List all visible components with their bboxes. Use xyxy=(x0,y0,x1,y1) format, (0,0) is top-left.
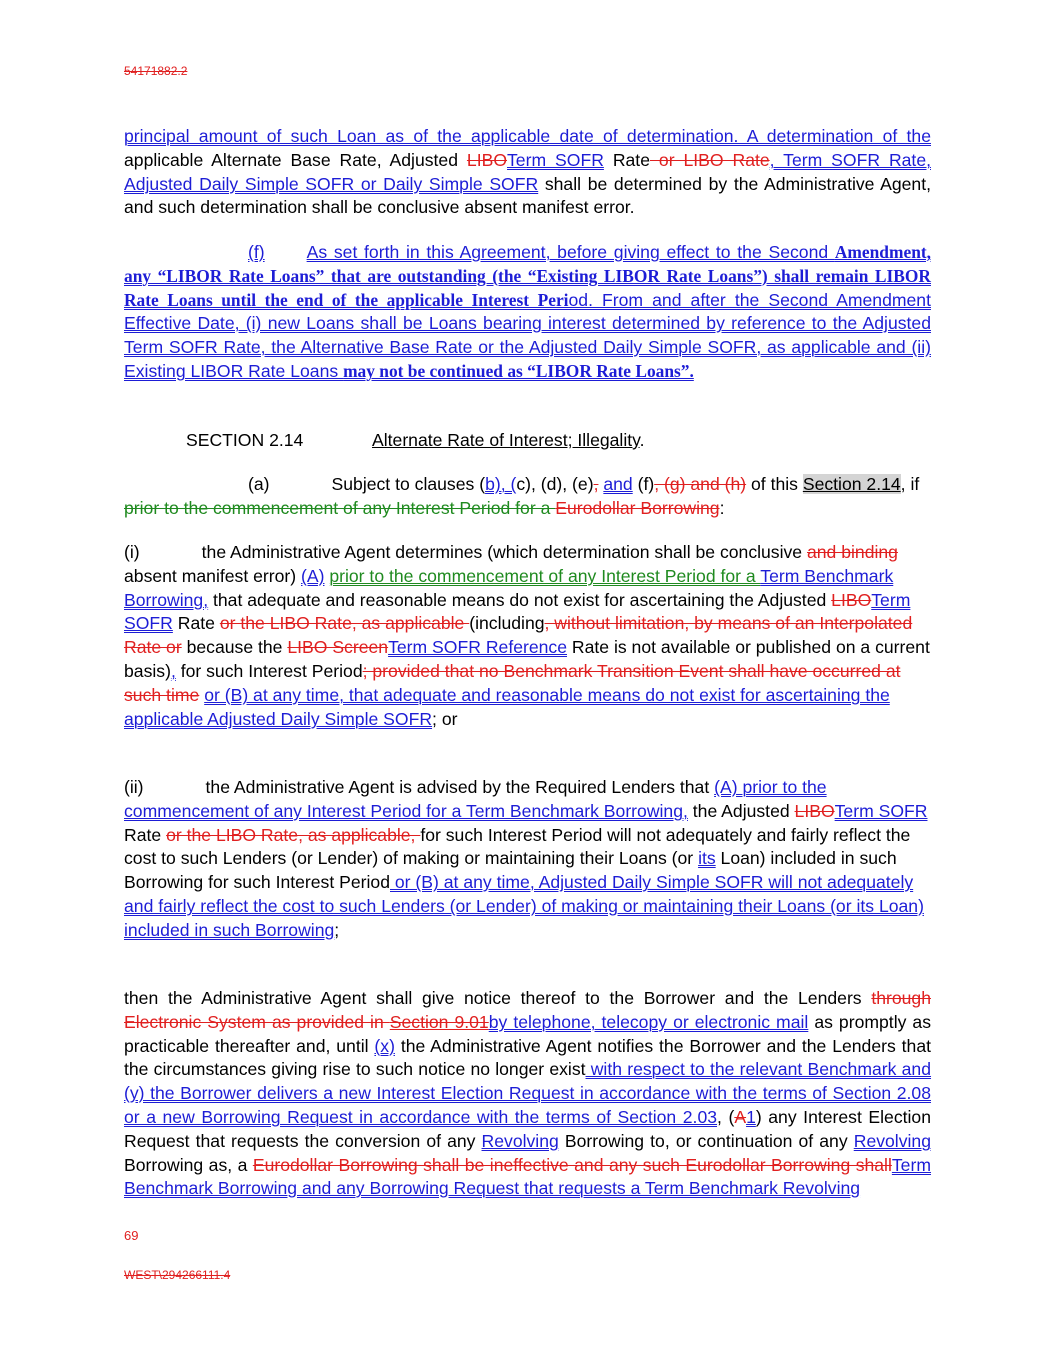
paragraph-a xyxy=(124,473,931,521)
paragraph-f xyxy=(124,241,931,384)
inserted-text: , xyxy=(170,660,176,681)
deleted-text: Section 9.01 xyxy=(389,1011,489,1032)
section-title-end: . xyxy=(639,430,645,450)
body-text: Rate is not available or published on a current basis) xyxy=(124,637,930,681)
body-text: then the Administrative Agent shall give notice thereof to the Borrower and the Lenders xyxy=(124,988,872,1008)
deleted-text: A xyxy=(734,1106,747,1127)
footer-doc-id: WEST\294266111.4 xyxy=(124,1268,231,1282)
body-text: Borrowing as, a xyxy=(124,1154,253,1175)
inserted-text: od. From and after the Second Amendment Effective Date, (i) new Loans shall be Loans bearing interest determined by reference to the Adjusted Term SOFR Rate, the Alternative Base Rate or the Adjusted Daily Simple SOFR, as applicable and (ii) Existing LIBOR Rate Loans xyxy=(124,289,931,381)
page-number: 69 xyxy=(124,1228,139,1243)
inserted-text: Amendment, any “LIBOR Rate Loans” that are outstanding (the “Existing LIBOR Rate Loans”) shall remain LIBOR Rate Loans until the end of the applicable Interest Peri xyxy=(124,242,931,310)
body-text: ; or xyxy=(432,708,458,729)
inserted-text: Term SOFR xyxy=(834,800,928,821)
body-text: , if xyxy=(900,474,920,494)
paragraph-intro xyxy=(124,125,931,220)
paragraph-then xyxy=(124,987,931,1201)
deleted-text: Eurodollar Borrowing shall be ineffective and any such Eurodollar Borrowing shall xyxy=(252,1154,892,1175)
inserted-text: by telephone, telecopy or electronic mail xyxy=(488,1011,809,1032)
section-number: SECTION 2.14 xyxy=(186,430,304,450)
moved-from-text: prior to the commencement of any Interest Period for a xyxy=(124,497,556,518)
inserted-text: b), ( xyxy=(485,474,517,494)
inserted-text: Term Benchmark Borrowing and any Borrowing Request that requests a Term Benchmark Revolving xyxy=(124,1154,931,1199)
inserted-text: (A) xyxy=(301,565,325,586)
body-text: c), (d), (e) xyxy=(516,474,594,494)
body-text: the Administrative Agent determines (which determination shall be conclusive xyxy=(201,542,807,562)
inserted-text: Term SOFR Reference xyxy=(388,637,567,658)
inserted-text: and xyxy=(603,474,633,494)
body-text: the Administrative Agent notifies the Borrower and the Lenders that the circumstances giving rise to such notice no longer exist xyxy=(124,1035,931,1080)
body-text: of this xyxy=(746,474,803,494)
body-text: : xyxy=(719,497,725,518)
section-heading xyxy=(124,429,931,453)
body-text: Borrowing to, or continuation of any xyxy=(558,1130,854,1151)
clause-label: (f) xyxy=(248,242,265,262)
inserted-text: 1 xyxy=(746,1106,756,1127)
body-text: (including xyxy=(469,613,545,634)
section-title: Alternate Rate of Interest; Illegality xyxy=(372,430,640,450)
deleted-text: , without limitation, by means of an Interpolated Rate or xyxy=(124,613,913,658)
body-text: the Administrative Agent is advised by the Required Lenders that xyxy=(205,777,715,797)
inserted-text: principal amount of such Loan as of the applicable date of determination. A determination of the xyxy=(124,126,931,146)
inserted-text: Revolving xyxy=(481,1130,559,1151)
clause-label: (i) xyxy=(124,542,140,562)
inserted-text: (A) prior to the commencement of any Interest Period for a Term Benchmark Borrowing, xyxy=(124,777,827,821)
deleted-text: Eurodollar Borrowing xyxy=(555,497,720,518)
inserted-text: Revolving xyxy=(853,1130,931,1151)
body-text: Loan) included in such Borrowing for such Interest Period xyxy=(124,848,897,893)
inserted-text: or (B) at any time, Adjusted Daily Simple SOFR will not adequately and fairly reflect the cost to such Lenders (or Lender) of making or maintaining their Loans (or its Loan) included in such Borrowing xyxy=(124,872,924,940)
deleted-text: LIBO xyxy=(794,800,835,821)
body-text: as promptly as practicable thereafter and, until xyxy=(124,1011,931,1056)
body-text: the Adjusted xyxy=(687,800,795,821)
inserted-text: Term Benchmark Borrowing, xyxy=(124,565,894,610)
paragraph-ii xyxy=(124,776,931,943)
body-text: for such Interest Period xyxy=(175,660,363,681)
header-doc-id: 54171882.2 xyxy=(124,64,188,78)
body-text: for such Interest Period will not adequately and fairly reflect the cost to such Lenders (or Lender) of making or maintaining their Loans (or xyxy=(124,824,911,869)
deleted-text: , xyxy=(593,474,599,494)
section-reference[interactable]: Section 2.14 xyxy=(802,474,901,494)
inserted-text: As set forth in this Agreement, before giving effect to the Second xyxy=(306,242,835,262)
inserted-text: its xyxy=(698,848,716,869)
inserted-text: or (B) at any time, that adequate and reasonable means do not exist for ascertaining the applicable Adjusted Daily Simple SOFR xyxy=(124,684,890,729)
body-text: because the xyxy=(181,637,288,658)
inserted-text: with respect to the relevant Benchmark and (y) the Borrower delivers a new Interest Election Request in accordance with the terms of Section 2.08 or a new Borrowing Request in accordance with the terms of Section 2.03 xyxy=(124,1059,932,1127)
deleted-text: , (g) and (h) xyxy=(654,474,747,494)
body-text: Rate xyxy=(172,613,220,634)
body-text: (f) xyxy=(632,474,655,494)
body-text: shall be determined by the Administrative Agent, and such determination shall be conclusive absent manifest error. xyxy=(124,173,931,218)
body-text: , ( xyxy=(717,1106,735,1127)
deleted-text: or the LIBO Rate, as applicable, xyxy=(166,824,421,845)
deleted-text: LIBO xyxy=(831,589,872,610)
body-text: ; xyxy=(334,919,340,940)
inserted-text: may not be continued as “LIBOR Rate Loans”. xyxy=(343,360,694,381)
deleted-text: or the LIBO Rate, as applicable xyxy=(219,613,470,634)
body-text: Rate xyxy=(124,824,167,845)
deleted-text: or LIBO Rate xyxy=(650,149,770,170)
body-text: applicable Alternate Base Rate, Adjusted xyxy=(124,149,467,170)
inserted-text: , Term SOFR Rate, Adjusted Daily Simple SOFR or Daily Simple SOFR xyxy=(124,149,931,194)
body-text: that adequate and reasonable means do not exist for ascertaining the Adjusted xyxy=(208,589,832,610)
clause-label: (ii) xyxy=(124,777,144,797)
inserted-text: Term SOFR xyxy=(124,589,911,634)
body-text: Rate xyxy=(603,149,650,170)
deleted-text: and binding xyxy=(806,542,898,562)
body-text: Subject to clauses ( xyxy=(331,474,486,494)
body-text: ) any Interest Election Request that requests the conversion of any xyxy=(124,1106,931,1151)
deleted-text: through Electronic System as provided in xyxy=(124,988,931,1032)
paragraph-i xyxy=(124,541,931,731)
deleted-text: ; provided that no Benchmark Transition Event shall have occurred at such time xyxy=(124,660,901,705)
deleted-text: LIBO Screen xyxy=(287,637,389,658)
moved-to-text: prior to the commencement of any Interest Period for a xyxy=(329,565,761,586)
body-text: absent manifest error) xyxy=(124,565,301,586)
clause-label: (a) xyxy=(248,474,270,494)
inserted-text: (x) xyxy=(374,1035,395,1056)
inserted-text: Term SOFR xyxy=(507,149,604,170)
deleted-text: LIBO xyxy=(466,149,508,170)
